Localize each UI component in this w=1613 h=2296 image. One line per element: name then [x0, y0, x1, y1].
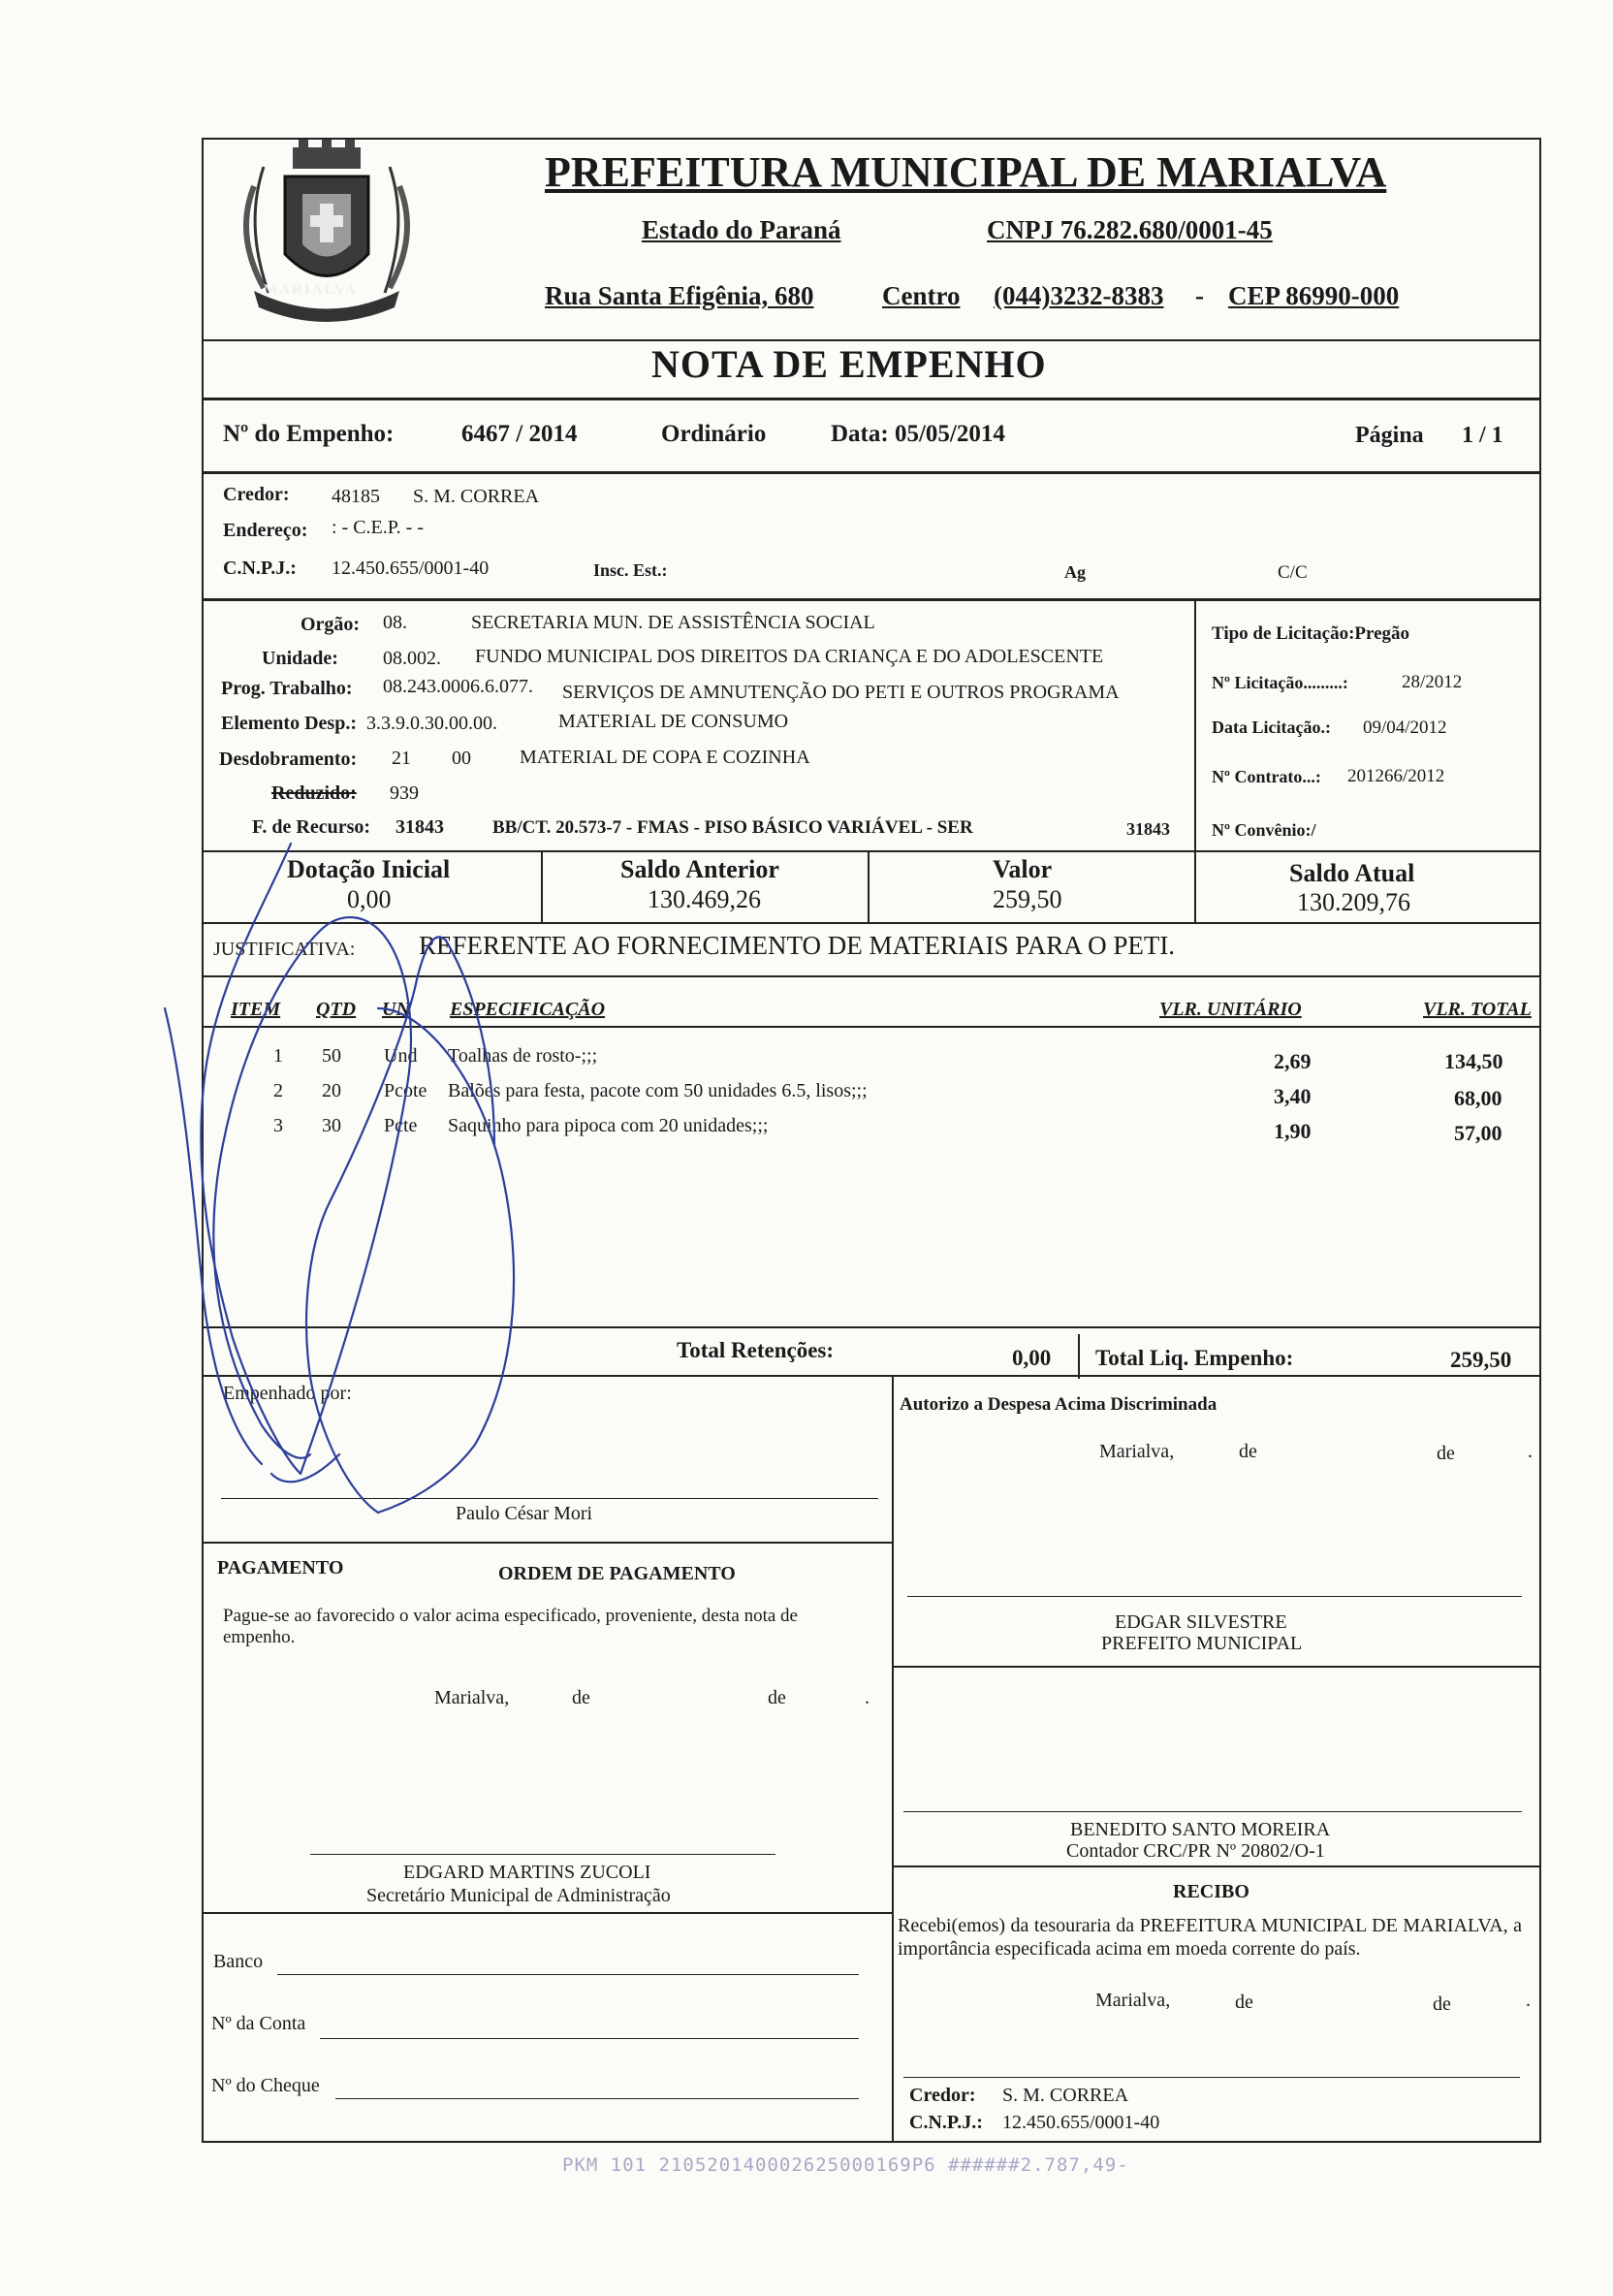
col-qtd-header: QTD	[316, 999, 357, 1020]
convenio-label: Nº Convênio:/	[1212, 820, 1316, 840]
autorizo-dot: .	[1528, 1441, 1533, 1462]
cheque-field[interactable]	[335, 2098, 859, 2099]
empenho-number: 6467 / 2014	[461, 421, 578, 447]
recibo-de-1: de	[1235, 1992, 1253, 2013]
page-label: Página	[1355, 423, 1424, 448]
credor-label: Credor:	[223, 484, 290, 505]
page-title: PREFEITURA MUNICIPAL DE MARIALVA	[545, 148, 1387, 196]
prog-trabalho-label: Prog. Trabalho:	[221, 678, 353, 699]
empenho-date: Data: 05/05/2014	[831, 421, 1005, 447]
state-label: Estado do Paraná	[642, 215, 841, 244]
insc-est-label: Insc. Est.:	[593, 560, 668, 580]
doc-title: NOTA DE EMPENHO	[651, 342, 1047, 386]
col-unit-header: VLR. UNITÁRIO	[1159, 999, 1302, 1020]
divider	[892, 1666, 1541, 1668]
footer-code: PKM 101 210520140002625000169P6 ######2.787,49-	[562, 2154, 1129, 2176]
divider	[202, 398, 1541, 400]
ordem-pagamento-label: ORDEM DE PAGAMENTO	[498, 1563, 736, 1584]
item-un: Pcote	[384, 1080, 427, 1101]
desdobramento-code: 21	[392, 748, 411, 769]
unidade-code: 08.002.	[383, 648, 441, 669]
saldo-anterior-label: Saldo Anterior	[620, 855, 779, 883]
recibo-dot: .	[1526, 1990, 1531, 2011]
divider	[202, 471, 1541, 474]
item-qtd: 30	[322, 1115, 341, 1136]
divider	[868, 850, 870, 922]
recibo-title: RECIBO	[1173, 1881, 1249, 1902]
prog-trabalho-name: SERVIÇOS DE AMNUTENÇÃO DO PETI E OUTROS PROGRAMA	[562, 682, 1120, 703]
signature-line	[903, 2077, 1520, 2078]
signature-line	[903, 1811, 1522, 1812]
autorizo-de-1: de	[1239, 1441, 1257, 1462]
endereco-value: : - C.E.P. - -	[332, 517, 424, 538]
pagamento-de-2: de	[768, 1687, 786, 1708]
signature-line	[310, 1854, 775, 1855]
cheque-label: Nº do Cheque	[211, 2075, 320, 2096]
divider	[202, 598, 1541, 601]
elemento-name: MATERIAL DE CONSUMO	[558, 711, 789, 732]
fonte-recurso-name: BB/CT. 20.573-7 - FMAS - PISO BÁSICO VARIÁVEL - SER	[492, 817, 973, 838]
unidade-name: FUNDO MUNICIPAL DOS DIREITOS DA CRIANÇA E DO ADOLESCENTE	[475, 646, 1104, 667]
divider	[1078, 1334, 1080, 1379]
valor-label: Valor	[993, 855, 1053, 883]
desdobramento-label: Desdobramento:	[219, 749, 358, 770]
saldo-anterior-value: 130.469,26	[648, 885, 761, 913]
contador-name: BENEDITO SANTO MOREIRA	[1070, 1819, 1331, 1840]
recibo-credor-label: Credor:	[909, 2085, 976, 2106]
credor-name: S. M. CORREA	[413, 486, 540, 507]
recibo-cnpj-label: C.N.P.J.:	[909, 2112, 983, 2133]
saldo-atual-value: 130.209,76	[1297, 888, 1410, 916]
conta-field[interactable]	[320, 2038, 859, 2039]
item-unit-value: 2,69	[1274, 1049, 1312, 1073]
item-spec: Balões para festa, pacote com 50 unidades 6.5, lisos;;;	[448, 1080, 868, 1101]
phone-label: (044)3232-8383	[994, 281, 1164, 310]
desdobramento-sub: 00	[452, 748, 471, 769]
item-qtd: 20	[322, 1080, 341, 1101]
total-liq-value: 259,50	[1450, 1348, 1512, 1372]
cep-label: CEP 86990-000	[1228, 281, 1400, 310]
dotacao-inicial-label: Dotação Inicial	[287, 855, 451, 883]
divider	[202, 1912, 892, 1914]
justificativa-text: REFERENTE AO FORNECIMENTO DE MATERIAIS PARA O PETI.	[419, 931, 1176, 960]
secretario-name: EDGARD MARTINS ZUCOLI	[403, 1862, 651, 1883]
elemento-label: Elemento Desp.:	[221, 713, 357, 734]
data-licitacao-label: Data Licitação.:	[1212, 718, 1331, 737]
item-unit-value: 3,40	[1274, 1084, 1312, 1108]
endereco-label: Endereço:	[223, 520, 308, 541]
recibo-text: Recebi(emos) da tesouraria da PREFEITURA MUNICIPAL DE MARIALVA, a importância especificada acima em moeda corrente do país.	[898, 1915, 1522, 1960]
prefeito-role: PREFEITO MUNICIPAL	[1101, 1633, 1303, 1654]
item-spec: Toalhas de rosto-;;;	[448, 1045, 598, 1067]
page-number: 1 / 1	[1462, 423, 1503, 448]
item-unit-value: 1,90	[1274, 1119, 1312, 1143]
divider	[1194, 598, 1196, 852]
divider	[892, 1866, 1541, 1867]
cc-label: C/C	[1278, 562, 1308, 583]
col-item-header: ITEM	[231, 999, 281, 1020]
contador-role: Contador CRC/PR Nº 20802/O-1	[1066, 1840, 1325, 1862]
fonte-recurso-code: 31843	[395, 816, 444, 838]
pagamento-de-1: de	[572, 1687, 590, 1708]
empenho-type: Ordinário	[661, 421, 767, 447]
total-retencoes-label: Total Retenções:	[677, 1338, 835, 1362]
empenhado-signer: Paulo César Mori	[456, 1503, 593, 1524]
pagamento-label: PAGAMENTO	[217, 1557, 344, 1578]
divider	[202, 1542, 892, 1544]
contrato-label: Nº Contrato...:	[1212, 767, 1321, 786]
dotacao-inicial-value: 0,00	[347, 885, 392, 913]
item-un: Und	[384, 1045, 418, 1067]
saldo-atual-label: Saldo Atual	[1289, 859, 1415, 887]
orgao-code: 08.	[383, 612, 407, 633]
total-liq-label: Total Liq. Empenho:	[1095, 1346, 1294, 1370]
prog-trabalho-code: 08.243.0006.6.077.	[383, 676, 533, 697]
orgao-name: SECRETARIA MUN. DE ASSISTÊNCIA SOCIAL	[471, 612, 875, 633]
item-total-value: 68,00	[1454, 1086, 1502, 1110]
district-label: Centro	[882, 281, 961, 310]
dash-separator: -	[1195, 281, 1204, 310]
tipo-licitacao: Tipo de Licitação:Pregão	[1212, 623, 1410, 644]
item-number: 1	[273, 1045, 283, 1067]
justificativa-label: JUSTIFICATIVA:	[213, 939, 356, 960]
orgao-label: Orgão:	[300, 614, 361, 635]
item-number: 2	[273, 1080, 283, 1101]
autorizo-de-2: de	[1437, 1443, 1455, 1464]
desdobramento-name: MATERIAL DE COPA E COZINHA	[520, 747, 810, 768]
item-total-value: 134,50	[1444, 1049, 1503, 1073]
col-total-header: VLR. TOTAL	[1423, 999, 1532, 1020]
unidade-label: Unidade:	[262, 648, 338, 669]
elemento-code: 3.3.9.0.30.00.00.	[366, 713, 497, 734]
banco-field[interactable]	[277, 1974, 859, 1975]
recibo-de-2: de	[1433, 1993, 1451, 2015]
empenhado-label: Empenhado por:	[223, 1383, 352, 1404]
valor-value: 259,50	[993, 885, 1062, 913]
ag-label: Ag	[1064, 562, 1086, 582]
empenho-number-label: Nº do Empenho:	[223, 421, 395, 447]
recibo-place: Marialva,	[1095, 1990, 1171, 2011]
cnpj-label: CNPJ 76.282.680/0001-45	[987, 215, 1273, 244]
col-un-header: UN	[382, 999, 410, 1020]
autorizo-title: Autorizo a Despesa Acima Discriminada	[900, 1394, 1218, 1415]
total-retencoes-value: 0,00	[1012, 1346, 1052, 1370]
col-spec-header: ESPECIFICAÇÃO	[450, 999, 606, 1020]
item-qtd: 50	[322, 1045, 341, 1067]
data-licitacao: 09/04/2012	[1363, 718, 1447, 738]
divider	[892, 1375, 894, 2143]
conta-label: Nº da Conta	[211, 2013, 306, 2034]
pagamento-place: Marialva,	[434, 1687, 510, 1708]
item-spec: Saquinho para pipoca com 20 unidades;;;	[448, 1115, 769, 1136]
prefeito-name: EDGAR SILVESTRE	[1115, 1611, 1287, 1633]
banco-label: Banco	[213, 1951, 264, 1972]
contrato-value: 201266/2012	[1347, 766, 1445, 786]
address-label: Rua Santa Efigênia, 680	[545, 281, 814, 310]
recibo-credor-value: S. M. CORREA	[1002, 2085, 1129, 2106]
municipal-seal-icon	[225, 128, 428, 332]
autorizo-place: Marialva,	[1099, 1441, 1175, 1462]
seal-text: MARIALVA	[264, 282, 358, 298]
numero-licitacao-label: Nº Licitação.........:	[1212, 673, 1348, 692]
reduzido-label: Reduzido:	[271, 782, 357, 804]
item-number: 3	[273, 1115, 283, 1136]
reduzido-value: 939	[390, 782, 419, 804]
handwritten-signature	[155, 834, 601, 1532]
signature-line	[907, 1596, 1522, 1597]
fonte-recurso-code-2: 31843	[1126, 819, 1170, 839]
recibo-cnpj-value: 12.450.655/0001-40	[1002, 2112, 1160, 2133]
secretario-role: Secretário Municipal de Administração	[366, 1885, 671, 1906]
fonte-recurso-label: F. de Recurso:	[252, 816, 371, 838]
cnpj-credor-value: 12.450.655/0001-40	[332, 558, 490, 579]
item-total-value: 57,00	[1454, 1121, 1502, 1145]
cnpj-credor-label: C.N.P.J.:	[223, 558, 297, 579]
item-un: Pcte	[384, 1115, 418, 1136]
credor-code: 48185	[332, 486, 380, 507]
numero-licitacao: 28/2012	[1402, 672, 1463, 692]
pagamento-dot: .	[865, 1687, 870, 1708]
divider	[1194, 850, 1196, 922]
pagamento-text: Pague-se ao favorecido o valor acima especificado, proveniente, desta nota de empenho.	[223, 1606, 798, 1647]
